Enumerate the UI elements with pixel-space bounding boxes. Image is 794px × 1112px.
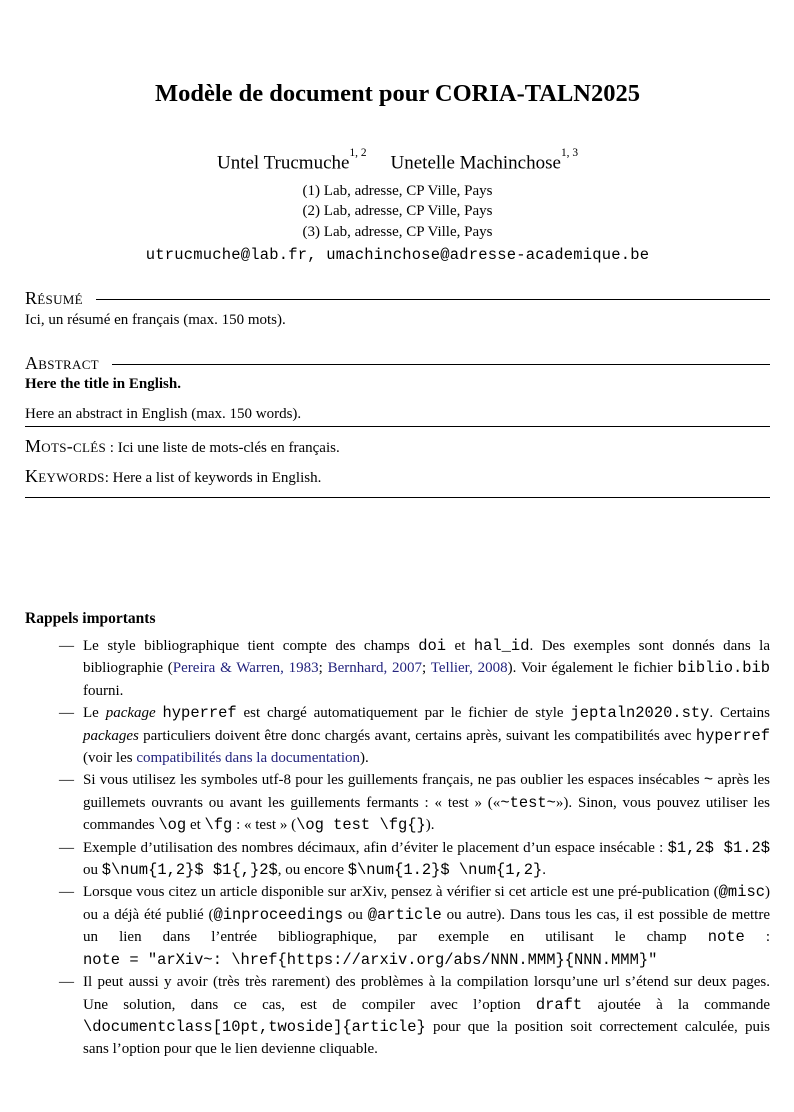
affiliation-line: (1) Lab, adresse, CP Ville, Pays xyxy=(302,182,493,199)
item-text xyxy=(83,638,770,699)
inline-code: @inproceedings xyxy=(213,905,344,924)
affiliations-block xyxy=(25,181,770,243)
inline-code: biblio.bib xyxy=(677,659,771,678)
text-run: pour que la position soit correctement calculée, puis sans l’option pour que le lien devienne cliquable. xyxy=(83,1018,770,1058)
text-run: ; xyxy=(422,660,431,677)
inline-code: hyperref xyxy=(162,704,237,723)
text-run: particuliers doivent être donc chargés avant, certains après, suivant les compatibilités avec xyxy=(138,727,696,744)
abstract-section-heading xyxy=(25,353,770,374)
italic-term: packages xyxy=(83,727,139,744)
affiliation-line: (2) Lab, adresse, CP Ville, Pays xyxy=(302,203,493,219)
text-run: . Des exemples sont donnés dans la bibliographie ( xyxy=(83,638,770,677)
rappels-heading: Rappels importants xyxy=(25,610,156,627)
inline-code: doi xyxy=(418,637,447,655)
text-run: ) ou a déjà été publié ( xyxy=(83,884,770,923)
text-run: ). Voir également le fichier xyxy=(507,660,678,677)
author-name: Untel Trucmuche xyxy=(216,152,350,174)
text-run: est chargé automatiquement par le fichier de style xyxy=(236,705,571,722)
text-run: ). xyxy=(360,750,369,767)
inline-code: $\num{1,2}$ $1{,}2$ xyxy=(101,861,278,880)
inline-code: @article xyxy=(367,905,442,924)
italic-term: package xyxy=(105,705,156,722)
mots-cles-separator: : xyxy=(106,440,118,456)
item-dash-marker: — xyxy=(59,974,74,991)
inline-code: \documentclass[10pt,twoside]{article} xyxy=(83,1017,426,1036)
authors-line xyxy=(25,147,770,174)
text-run: , ou encore xyxy=(277,862,348,879)
heading-rule xyxy=(96,299,770,300)
resume-label: Résumé xyxy=(25,288,83,308)
inline-code: $1,2$ $1.2$ xyxy=(667,838,770,857)
author-name: Unetelle Machinchose xyxy=(390,152,561,174)
item-dash-marker: — xyxy=(59,772,74,789)
text-run: (voir les xyxy=(83,750,137,767)
inline-code: \og xyxy=(158,816,187,835)
author-affiliation-sup: 1, 2 xyxy=(349,147,367,160)
text-run: Le xyxy=(83,705,106,722)
item-text xyxy=(83,705,770,766)
text-run: Exemple d’utilisation des nombres décimaux, afin d’éviter le placement d’un espace insécable : xyxy=(83,839,668,856)
mots-cles-line xyxy=(25,436,770,457)
author-emails[interactable]: utrucmuche@lab.fr, umachinchose@adresse-academique.be xyxy=(145,246,650,264)
item-dash-marker: — xyxy=(59,638,74,654)
abstract-block-bottom-rule xyxy=(25,497,770,498)
resume-text: Ici, un résumé en français (max. 150 mots). xyxy=(25,312,286,328)
inline-code: jeptaln2020.sty xyxy=(570,704,710,723)
hyperlink[interactable]: Pereira & Warren, 1983 xyxy=(172,660,319,677)
inline-code: draft xyxy=(535,995,583,1014)
inline-code: \og test \fg{} xyxy=(296,816,426,835)
inline-code: \fg xyxy=(204,816,233,835)
list-item xyxy=(25,971,770,1061)
text-run: fourni. xyxy=(83,682,124,699)
item-text xyxy=(83,974,770,1057)
item-text xyxy=(83,840,770,878)
text-run: ou xyxy=(83,862,102,879)
resume-section-heading xyxy=(25,288,770,309)
text-run: . xyxy=(542,862,547,879)
author-affiliation-sup: 1, 3 xyxy=(560,147,579,160)
inline-code: note = "arXiv~: \href{https://arxiv.org/abs/NNN.MMM}{NNN.MMM}" xyxy=(83,950,658,969)
list-item xyxy=(25,769,770,836)
hyperlink[interactable]: Tellier, 2008 xyxy=(430,660,508,677)
hyperlink[interactable]: Bernhard, 2007 xyxy=(327,660,423,677)
inline-code: note xyxy=(707,928,745,947)
abstract-label: Abstract xyxy=(25,353,99,373)
keywords-label: Keywords xyxy=(25,466,105,486)
item-text xyxy=(83,772,770,833)
hyperlink[interactable]: compatibilités dans la documentation xyxy=(136,750,361,767)
mots-cles-text: Ici une liste de mots-clés en français. xyxy=(117,440,340,456)
text-run: et xyxy=(446,638,474,654)
list-item xyxy=(25,837,770,882)
text-run: : xyxy=(744,929,770,946)
text-run: Il peut aussi y avoir (très très rarement) des problèmes à la compilation lorsqu’une url s’étend sur deux pages. Une solution, dans ce cas, est de compiler avec l’option xyxy=(83,974,770,1013)
item-dash-marker: — xyxy=(59,884,74,901)
keywords-line xyxy=(25,466,770,487)
inline-code: @misc xyxy=(718,883,765,902)
abstract-text: Here an abstract in English (max. 150 words). xyxy=(25,406,770,427)
affiliation-line: (3) Lab, adresse, CP Ville, Pays xyxy=(302,223,493,240)
text-run: : « test » ( xyxy=(232,817,297,834)
text-run: . Certains xyxy=(709,705,770,722)
english-title: Here the title in English. xyxy=(25,376,181,392)
text-run: Lorsque vous citez un article disponible sur arXiv, pensez à vérifier si cet article est une pré-publication ( xyxy=(83,884,719,901)
inline-code: hal_id xyxy=(473,637,530,655)
text-run: Si vous utilisez les symboles utf-8 pour les guillements français, ne pas oublier les espaces insécables xyxy=(83,772,704,789)
inline-code: hyperref xyxy=(695,726,770,745)
text-run: ). xyxy=(425,817,435,834)
item-dash-marker: — xyxy=(59,705,74,722)
text-run: ou autre). Dans tous les cas, il est possible de mettre un lien dans l’entrée bibliographique, par exemple en utilisant le champ xyxy=(83,906,770,946)
inline-code: ~ xyxy=(703,771,714,790)
keywords-separator: : xyxy=(104,470,113,486)
inline-code: ~test~ xyxy=(500,793,556,812)
paper-title: Modèle de document pour CORIA-TALN2025 xyxy=(154,80,640,107)
text-run: ; xyxy=(318,660,328,677)
list-item xyxy=(25,635,770,702)
heading-rule xyxy=(112,364,770,365)
text-run: ou xyxy=(343,906,368,923)
list-item xyxy=(25,702,770,769)
text-run: et xyxy=(186,817,205,834)
item-dash-marker: — xyxy=(59,839,74,856)
list-item xyxy=(25,881,770,971)
text-run: après les guillemets ouvrants ou avant les guillements fermants : « test » (« xyxy=(83,772,770,811)
keywords-text: Here a list of keywords in English. xyxy=(112,470,322,486)
text-run: »). Sinon, vous pouvez utiliser les commandes xyxy=(83,794,770,834)
inline-code: $\num{1.2}$ \num{1,2} xyxy=(347,861,543,880)
text-run: ajoutée à la commande xyxy=(582,996,770,1013)
rappels-list xyxy=(25,635,770,1061)
text-run: Le style bibliographique tient compte des champs xyxy=(83,638,419,654)
mots-cles-label: Mots-clés xyxy=(25,436,107,456)
item-text xyxy=(83,884,770,967)
text-run xyxy=(156,705,163,721)
